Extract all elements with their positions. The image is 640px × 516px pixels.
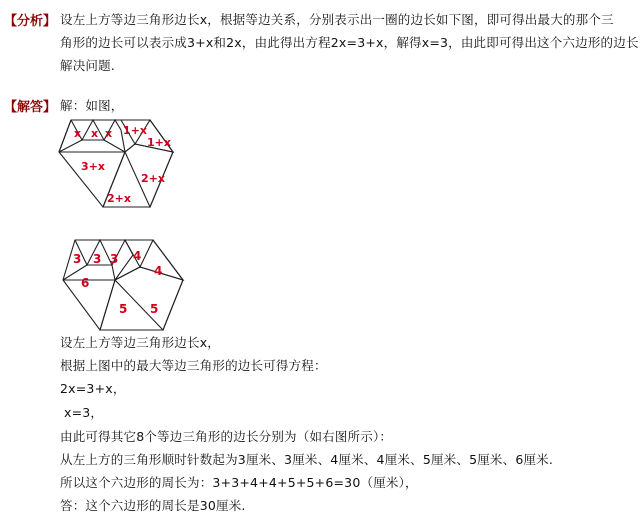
fig1-label-x-2: x	[91, 127, 99, 140]
fig2-label-5-right: 5	[150, 302, 159, 316]
solution-line-8: 答：这个六边形的周长是30厘米.	[60, 498, 246, 513]
solution-line-1: 设左上方等边三角形边长x，	[60, 335, 220, 350]
fig2-label-4-top: 4	[133, 249, 142, 263]
hexagon-figure-1	[55, 112, 185, 212]
analysis-line-2: 角形的边长可以表示成3+x和2x，由此得出方程2x=3+x，解得x=3，由此即可得出这个六边形的边长	[60, 35, 639, 50]
fig1-label-1x-right: 1+x	[147, 136, 171, 149]
fig1-label-2x-right: 2+x	[141, 172, 165, 185]
solution-line-2: 根据上图中的最大等边三角形的边长可得方程：	[60, 358, 327, 373]
analysis-line-1: 设左上方等边三角形边长x，根据等边关系，分别表示出一圈的边长如下图，即可得出最大的那个三	[60, 12, 614, 27]
answer-tag: 【解答】	[4, 100, 57, 115]
fig2-small-triangles	[75, 240, 133, 265]
fig2-label-3-a: 3	[73, 252, 82, 266]
fig2-label-4-right: 4	[154, 264, 163, 278]
fig2-label-3-b: 3	[93, 252, 102, 266]
fig1-label-1x-top: 1+x	[123, 124, 147, 137]
solution-line-4: x=3，	[64, 405, 104, 420]
fig1-label-x-3: x	[105, 127, 113, 140]
analysis-line-3: 解决问题.	[60, 58, 115, 73]
fig1-label-x-1: x	[74, 127, 82, 140]
analysis-tag: 【分析】	[4, 14, 57, 29]
fig2-label-5-bottom: 5	[119, 302, 128, 316]
hexagon-figure-2	[55, 235, 190, 335]
fig1-label-2x-bottom: 2+x	[107, 192, 131, 205]
answer-intro: 解：如图，	[60, 98, 124, 113]
fig2-label-3-c: 3	[110, 252, 119, 266]
fig1-label-3x: 3+x	[81, 160, 105, 173]
solution-line-7: 所以这个六边形的周长为：3+3+4+4+5+5+6=30（厘米），	[60, 475, 418, 490]
solution-line-5: 由此可得其它8个等边三角形的边长分别为（如右图所示）：	[60, 429, 393, 444]
solution-line-6: 从左上方的三角形顺时针数起为3厘米、3厘米、4厘米、4厘米、5厘米、5厘米、6厘米.	[60, 452, 554, 467]
fig2-triangle-5-right	[115, 267, 183, 330]
solution-line-3: 2x=3+x，	[60, 381, 126, 396]
fig2-label-6: 6	[81, 276, 90, 290]
